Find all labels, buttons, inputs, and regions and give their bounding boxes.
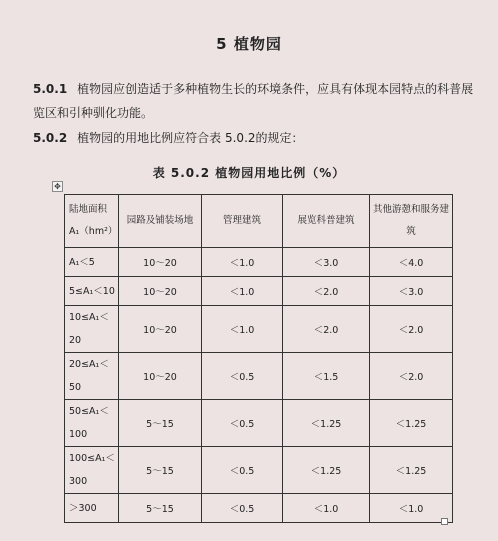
land-area-cell: 5≤A₁＜10 [65, 277, 119, 306]
table-row [65, 447, 453, 494]
clause-number: 5.0.2 [33, 131, 68, 145]
table-cell: ＜0.5 [202, 400, 283, 447]
table-cell: ＜4.0 [370, 248, 453, 277]
table-cell: 10～20 [119, 353, 202, 400]
table-cell: 5～15 [119, 494, 202, 523]
clause-5-0-2 [33, 126, 483, 150]
clause-number: 5.0.1 [33, 82, 68, 96]
table-cell: ＜1.0 [202, 306, 283, 353]
table-cell: ＜1.25 [283, 447, 370, 494]
table-cell: ＜3.0 [370, 277, 453, 306]
table-cell: ＜0.5 [202, 353, 283, 400]
table-cell: ＜2.0 [283, 306, 370, 353]
table-row [65, 248, 453, 277]
table-cell: ＜2.0 [283, 277, 370, 306]
table-cell: ＜1.25 [370, 447, 453, 494]
table-cell: ＜2.0 [370, 353, 453, 400]
move-arrows-icon[interactable]: ✥ [52, 181, 63, 192]
table-cell: 5～15 [119, 400, 202, 447]
land-area-cell: 20≤A₁＜50 [65, 353, 119, 400]
table-cell: 10～20 [119, 248, 202, 277]
table-cell: ＜0.5 [202, 494, 283, 523]
clause-text: 植物园的用地比例应符合表 5.0.2的规定： [77, 131, 304, 145]
table-cell: ＜1.0 [202, 248, 283, 277]
table-cell: ＜0.5 [202, 447, 283, 494]
table-row [65, 400, 453, 447]
header-other-buildings: 其他游憩和服务建筑 [370, 195, 453, 248]
land-area-cell: 10≤A₁＜20 [65, 306, 119, 353]
table-cell: ＜1.25 [370, 400, 453, 447]
table-row [65, 306, 453, 353]
section-title: 5 植物园 [216, 35, 282, 53]
table-header-row [65, 195, 453, 248]
table-cell: 10～20 [119, 277, 202, 306]
table-row [65, 353, 453, 400]
table-cell: ＜1.5 [283, 353, 370, 400]
table-cell: ＜1.25 [283, 400, 370, 447]
clause-5-0-1 [33, 77, 483, 125]
header-exhibition-buildings: 展览科普建筑 [283, 195, 370, 248]
table-cell: ＜3.0 [283, 248, 370, 277]
header-land-area: 陆地面积A₁（hm²） [65, 195, 119, 248]
header-paths-paving: 园路及铺装场地 [119, 195, 202, 248]
resize-square-icon[interactable] [441, 518, 448, 525]
table-cell: ＜1.0 [370, 494, 453, 523]
land-area-cell: 100≤A₁＜300 [65, 447, 119, 494]
table-row [65, 277, 453, 306]
land-use-ratio-table [64, 194, 453, 523]
table-row [65, 494, 453, 523]
clause-text: 植物园应创造适于多种植物生长的环境条件，应具有体现本园特点的科普展览区和引种驯化功能。 [33, 82, 474, 120]
table-cell: 5～15 [119, 447, 202, 494]
land-area-cell: ＞300 [65, 494, 119, 523]
land-area-cell: A₁＜5 [65, 248, 119, 277]
table-cell: 10～20 [119, 306, 202, 353]
land-area-cell: 50≤A₁＜100 [65, 400, 119, 447]
table-caption: 表 5.0.2 植物园用地比例（%） [152, 166, 346, 180]
table-cell: ＜1.0 [283, 494, 370, 523]
table-cell: ＜2.0 [370, 306, 453, 353]
table-cell: ＜1.0 [202, 277, 283, 306]
header-management-buildings: 管理建筑 [202, 195, 283, 248]
